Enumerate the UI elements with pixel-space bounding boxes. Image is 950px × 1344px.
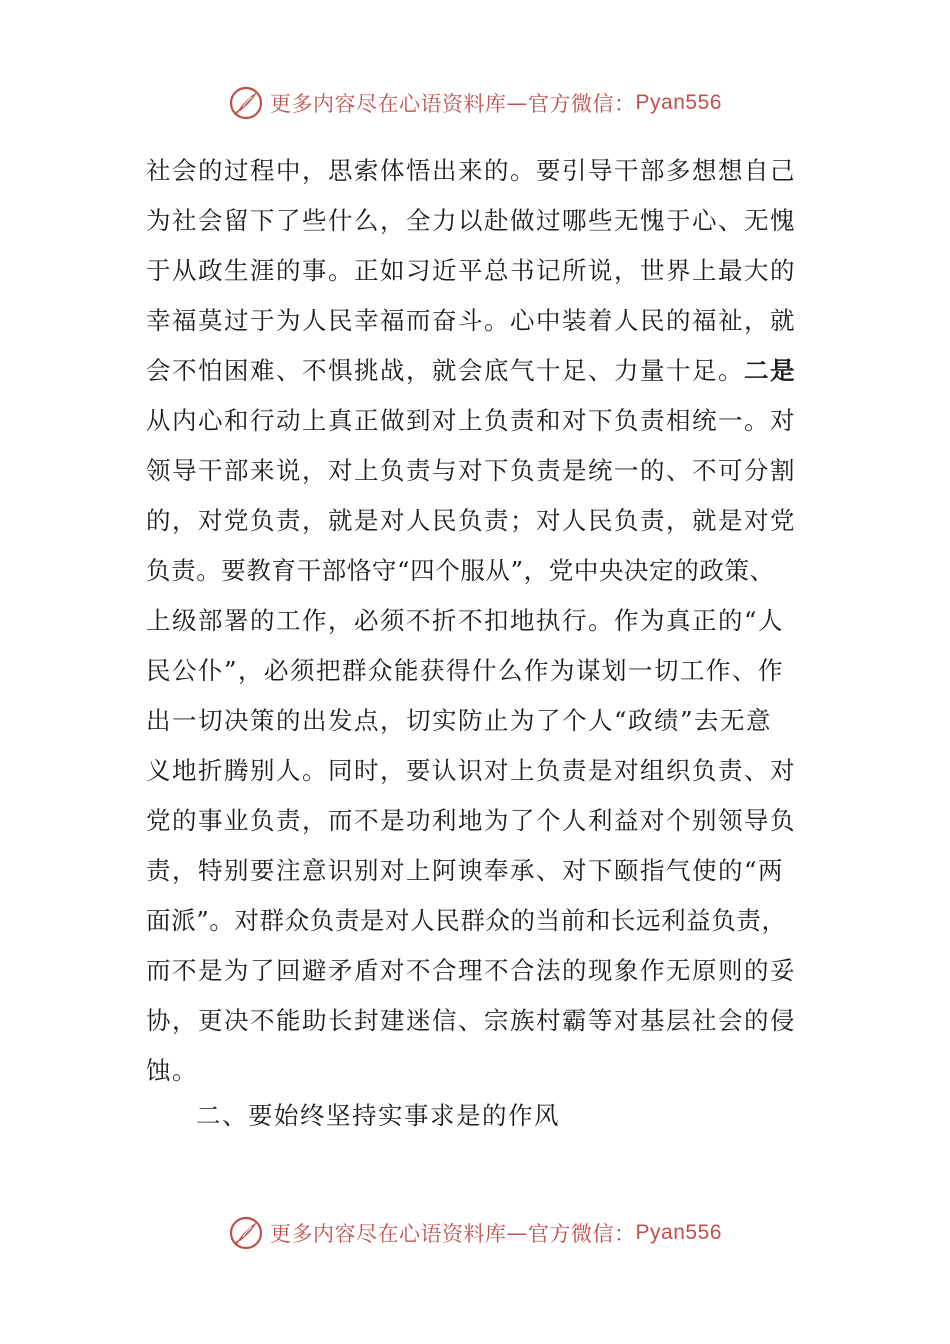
paragraph-line: 面派”。对群众负责是对人民群众的当前和长远利益负责， (146, 906, 787, 935)
banner-separator: — (506, 91, 529, 115)
paragraph-line: 于从政生涯的事。正如习近平总书记所说，世界上最大的 (146, 256, 796, 285)
paragraph-line: 协，更决不能助长封建迷信、宗族村霸等对基层社会的侵 (146, 1006, 796, 1035)
banner-handle: Pyan556 (635, 91, 722, 114)
paragraph-line: 上级部署的工作，必须不折不扣地执行。作为真正的“人 (146, 606, 785, 635)
bold-phrase: 二是 (744, 356, 796, 385)
banner-brand: 更多内容尽在心语资料库 (270, 92, 507, 116)
paragraph-line: 而不是为了回避矛盾对不合理不合法的现象作无原则的妥 (146, 956, 796, 985)
banner-wechat-label: 官方微信： (528, 1222, 636, 1246)
paragraph-line: 负责。要教育干部恪守“四个服从”，党中央决定的政策、 (146, 556, 775, 585)
paragraph-line: 蚀。 (146, 1056, 198, 1085)
paragraph-line-text: 会不怕困难、不惧挑战，就会底气十足、力量十足。 (146, 356, 744, 385)
banner-wechat-label: 官方微信： (528, 92, 636, 116)
footer-banner (0, 1213, 950, 1253)
body-paragraph (146, 146, 796, 1096)
paragraph-line: 幸福莫过于为人民幸福而奋斗。心中装着人民的福祉，就 (146, 306, 796, 335)
banner-separator: — (506, 1221, 529, 1245)
paragraph-line-with-bold (146, 346, 796, 396)
banner-brand: 更多内容尽在心语资料库 (270, 1222, 507, 1246)
banner-handle: Pyan556 (635, 1221, 722, 1244)
header-banner (0, 83, 950, 123)
paragraph-line: 责，特别要注意识别对上阿谀奉承、对下颐指气使的“两 (146, 856, 785, 885)
paragraph-line: 义地折腾别人。同时，要认识对上负责是对组织负责、对 (146, 756, 796, 785)
paragraph-line: 民公仆”，必须把群众能获得什么作为谋划一切工作、作 (146, 656, 785, 685)
paragraph-line: 领导干部来说，对上负责与对下负责是统一的、不可分割 (146, 456, 796, 485)
quill-pen-logo-icon (228, 1215, 264, 1251)
paragraph-line: 社会的过程中，思索体悟出来的。要引导干部多想想自己 (146, 156, 796, 185)
paragraph-line: 从内心和行动上真正做到对上负责和对下负责相统一。对 (146, 406, 796, 435)
paragraph-line: 出一切决策的出发点，切实防止为了个人“政绩”去无意 (146, 706, 773, 735)
paragraph-line: 党的事业负责，而不是功利地为了个人利益对个别领导负 (146, 806, 796, 835)
quill-pen-logo-icon (228, 85, 264, 121)
paragraph-line: 为社会留下了些什么，全力以赴做过哪些无愧于心、无愧 (146, 206, 796, 235)
paragraph-line: 的，对党负责，就是对人民负责；对人民负责，就是对党 (146, 506, 796, 535)
section-heading: 二、要始终坚持实事求是的作风 (196, 1101, 560, 1130)
